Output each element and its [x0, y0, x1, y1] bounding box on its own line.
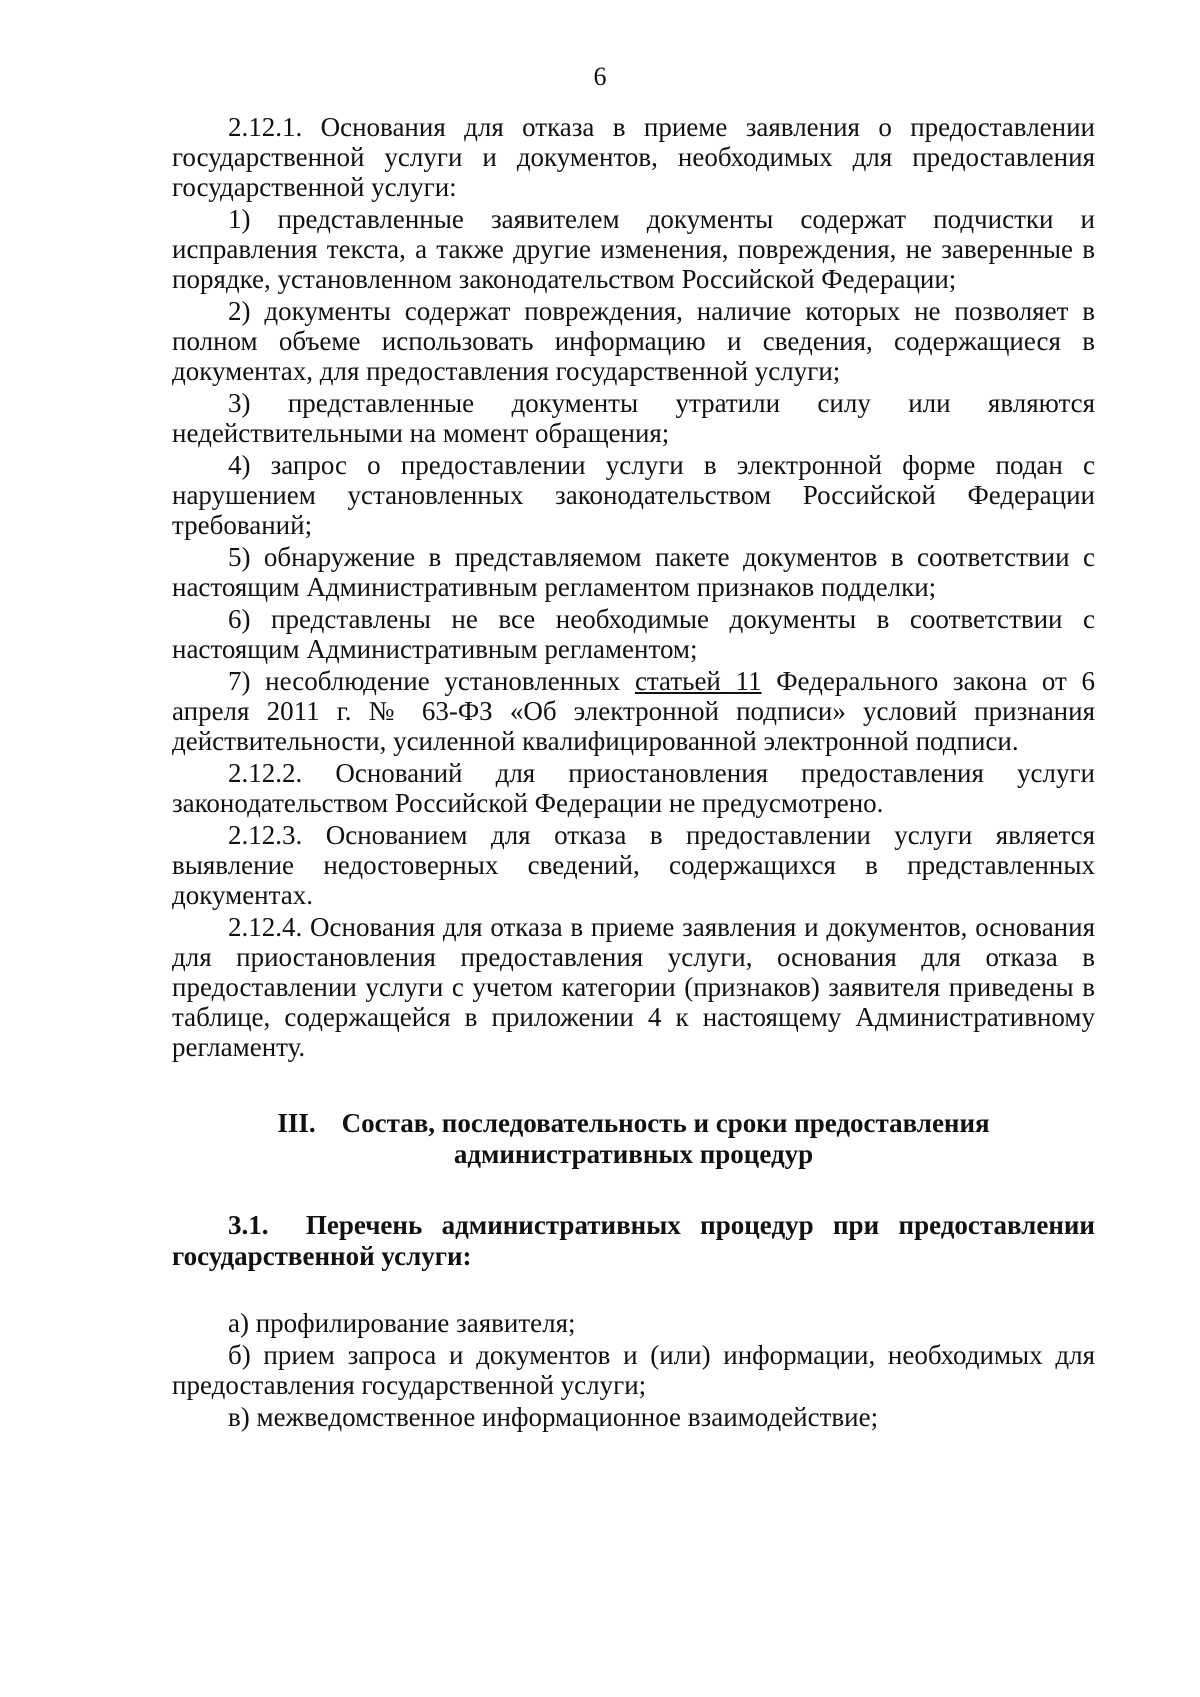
section-title-line-2: административных процедур — [453, 1139, 814, 1169]
paragraph-2-12-1: 2.12.1. Основания для отказа в приеме заявления о предоставлении государственной услуги и документов, необходимых для предоставления государственной услуги: — [172, 112, 1095, 202]
paragraph-2-12-2: 2.12.2. Оснований для приостановления предоставления услуги законодательством Российской Федерации не предусмотрено. — [172, 758, 1095, 818]
procedure-item-a: а) профилирование заявителя; — [228, 1308, 576, 1338]
subsection-number: 3.1. — [228, 1210, 269, 1240]
procedure-item-c: в) межведомственное информационное взаимодействие; — [228, 1402, 879, 1432]
procedures-list — [172, 1308, 1095, 1432]
refusal-item-7 — [172, 666, 1095, 756]
refusal-item-6: 6) представлены не все необходимые документы в соответствии с настоящим Административным регламентом; — [172, 604, 1095, 664]
refusal-item-5: 5) обнаружение в представляемом пакете документов в соответствии с настоящим Административным регламентом признаков подделки; — [172, 542, 1095, 602]
refusal-item-4: 4) запрос о предоставлении услуги в электронной форме подан с нарушением установленных законодательством Российской Федерации требований; — [172, 450, 1095, 540]
subsection-title: Перечень административных процедур при предоставлении государственной услуги: — [172, 1210, 1095, 1271]
subsection-heading — [172, 1210, 1095, 1272]
section-heading — [172, 1108, 1095, 1170]
item-7-text-end: Федерального закона от 6 апреля 2011 г. № 63-ФЗ «Об электронной подписи» условий признания действительности, усиленной квалифицированной электронной подписи. — [172, 666, 1095, 756]
refusal-item-2: 2) документы содержат повреждения, наличие которых не позволяет в полном объеме использовать информацию и сведения, содержащиеся в документах, для предоставления государственной услуги; — [172, 296, 1095, 386]
paragraph-2-12-3: 2.12.3. Основанием для отказа в предоставлении услуги является выявление недостоверных сведений, содержащихся в представленных документах. — [172, 820, 1095, 910]
section-numeral: III. — [277, 1108, 316, 1138]
item-7-text-start: 7) несоблюдение установленных — [228, 666, 635, 696]
refusal-item-1: 1) представленные заявителем документы содержат подчистки и исправления текста, а также другие изменения, повреждения, не заверенные в порядке, установленном законодательством Российской Федерации; — [172, 204, 1095, 294]
procedure-item-b: б) прием запроса и документов и (или) информации, необходимых для предоставления государственной услуги; — [172, 1340, 1095, 1400]
article-11-link[interactable]: статьей 11 — [634, 666, 762, 696]
refusal-item-3: 3) представленные документы утратили силу или являются недействительными на момент обращения; — [172, 388, 1095, 448]
page-number: 6 — [593, 62, 607, 91]
section-title-line-1 — [172, 1108, 1095, 1139]
document-body — [172, 112, 1095, 1432]
section-title-text: Состав, последовательность и сроки предоставления — [341, 1108, 990, 1138]
paragraph-2-12-4: 2.12.4. Основания для отказа в приеме заявления и документов, основания для приостановления предоставления услуги, основания для отказа в предоставлении услуги с учетом категории (признаков) заявителя приведены в таблице, содержащейся в приложении 4 к настоящему Административному регламенту. — [172, 912, 1095, 1062]
